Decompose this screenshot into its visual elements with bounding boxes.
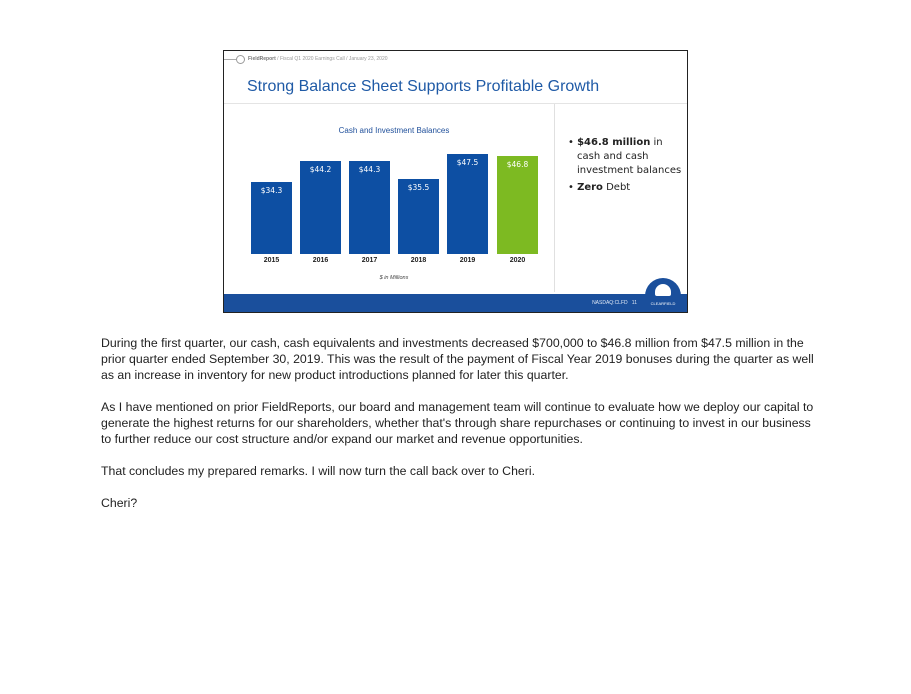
- paragraph: That concludes my prepared remarks. I will now turn the call back over to Cheri.: [101, 464, 535, 478]
- x-tick-label: 2015: [263, 257, 280, 264]
- bar-2017: [349, 161, 390, 254]
- bullet-text: Debt: [602, 182, 631, 193]
- bar-2019: [447, 154, 488, 254]
- ticker: NASDAQ:CLFD: [592, 300, 628, 306]
- column-divider: [554, 104, 555, 292]
- data-label: $34.3: [260, 185, 283, 195]
- bullet-bold: Zero: [577, 182, 603, 193]
- paragraph: Cheri?: [101, 496, 138, 510]
- bar-2015: [251, 182, 292, 254]
- breadcrumb: [248, 56, 388, 62]
- breadcrumb-circle-icon: [236, 55, 245, 64]
- bar-2018: [398, 179, 439, 254]
- x-tick-label: 2019: [459, 257, 476, 264]
- data-label: $44.3: [358, 164, 381, 174]
- bullet-text: in cash and cash investment balances: [577, 137, 682, 176]
- breadcrumb-line: [224, 59, 236, 60]
- bullet-item: • $46.8 million in cash and cash investment balances: [568, 137, 682, 176]
- breadcrumb-brand: FieldReport: [248, 56, 276, 62]
- x-tick-label: 2016: [312, 257, 329, 264]
- data-label: $44.2: [309, 165, 332, 175]
- title-divider: [224, 103, 687, 104]
- logo-text: CLEARFIELD: [650, 301, 676, 306]
- data-label: $46.8: [506, 159, 529, 169]
- bullet-list: [568, 136, 683, 198]
- breadcrumb-path: / Fiscal Q1 2020 Earnings Call / January 23, 2020: [275, 56, 388, 62]
- slide: [223, 50, 688, 313]
- slide-footer: [224, 294, 687, 312]
- bullet-item: • Zero Debt: [568, 182, 631, 193]
- x-tick-label: 2017: [361, 257, 378, 264]
- data-label: $35.5: [407, 183, 430, 193]
- chart-title: Cash and Investment Balances: [338, 126, 450, 135]
- x-tick-label: 2018: [410, 257, 427, 264]
- paragraph: During the first quarter, our cash, cash equivalents and investments decreased $700,000 to $46.8 million from $47.5 million in the prior quarter ended September 30, 2019. This was the result of the payment of Fiscal Year 2019 bonuses during the quarter as well as an increase in inventory for new product introductions planned for later this quarter.: [101, 336, 814, 382]
- slide-title: Strong Balance Sheet Supports Profitable Growth: [247, 78, 600, 95]
- bullet-bold: $46.8 million: [577, 137, 651, 148]
- transcript-body: [101, 335, 821, 527]
- ticker-page: [592, 300, 637, 306]
- data-label: $47.5: [456, 158, 479, 168]
- paragraph: As I have mentioned on prior FieldReports, our board and management team will continue to evaluate how we deploy our capital to generate the highest returns for our shareholders, whether that's through share repurchases or continuing to invest in our business to further reduce our cost structure and/or expand our market and revenue opportunities.: [101, 400, 814, 446]
- clearfield-logo: [645, 278, 681, 312]
- chart-units-label: $ in Millions: [379, 275, 409, 281]
- x-tick-label: 2020: [509, 257, 526, 264]
- logo-fan-icon: [655, 284, 671, 296]
- bar-2020: [497, 156, 538, 254]
- page-number: 11: [631, 300, 637, 306]
- bar-2016: [300, 161, 341, 254]
